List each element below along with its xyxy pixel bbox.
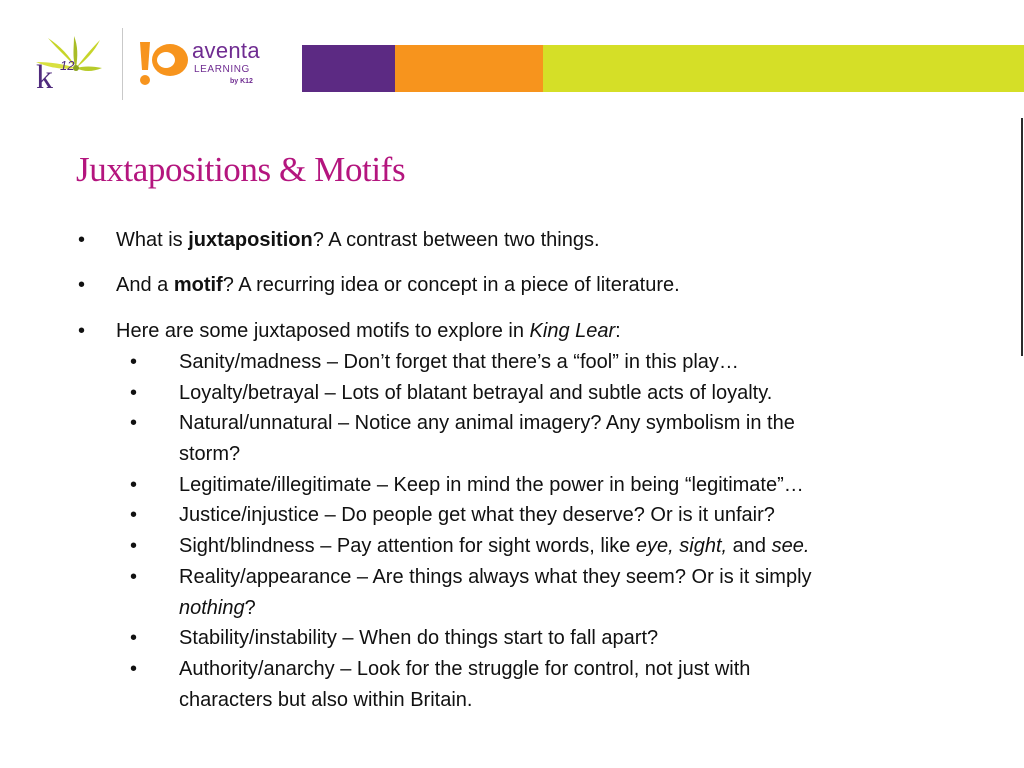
text-run: characters but also within Britain. — [179, 689, 473, 711]
text-run: and — [727, 535, 772, 557]
bullet-marker: • — [78, 229, 86, 251]
text-run: Sight/blindness – Pay attention for sight words, like — [179, 535, 636, 557]
header-bar-purple — [302, 45, 395, 92]
text-run: Natural/unnatural – Notice any animal imagery? Any symbolism in the — [179, 412, 795, 434]
text-run: ? A recurring idea or concept in a piece of literature. — [222, 274, 680, 296]
sub-bullet-marker: • — [130, 627, 138, 649]
header-bar-green — [543, 45, 1024, 92]
logo-divider — [122, 28, 123, 100]
sub-bullet-item — [179, 503, 775, 527]
aventa-logo — [134, 36, 284, 94]
text-run: Justice/injustice – Do people get what they deserve? Or is it unfair? — [179, 504, 775, 526]
bullet-item — [116, 273, 680, 297]
text-run: Reality/appearance – Are things always what they seem? Or is it simply — [179, 566, 812, 588]
aventa-by-text: by K12 — [230, 78, 253, 85]
sub-bullet-item — [179, 596, 256, 620]
sub-bullet-marker: • — [130, 504, 138, 526]
text-run: Stability/instability – When do things start to fall apart? — [179, 627, 659, 649]
right-edge-rule — [1021, 118, 1023, 356]
slide-title: Juxtapositions & Motifs — [76, 150, 406, 189]
sub-bullet-item — [179, 688, 472, 712]
text-run: And a — [116, 274, 174, 296]
k12-superscript: 12 — [60, 58, 75, 73]
text-run: motif — [173, 274, 223, 296]
k12-letter: k — [36, 59, 53, 96]
aventa-wordmark: aventa — [192, 38, 260, 63]
text-run: Loyalty/betrayal – Lots of blatant betrayal and subtle acts of loyalty. — [179, 382, 773, 404]
sub-bullet-item — [179, 442, 240, 466]
sub-bullet-item — [179, 473, 804, 497]
sub-bullet-marker: • — [130, 566, 138, 588]
header-bar-orange — [395, 45, 543, 92]
text-run: ? — [244, 597, 256, 619]
bullet-item — [116, 228, 600, 252]
sub-bullet-item — [179, 534, 809, 558]
text-run: King Lear — [529, 320, 616, 342]
sub-bullet-marker: • — [130, 658, 138, 680]
aventa-learning-text: LEARNING — [194, 64, 250, 75]
sub-bullet-marker: • — [130, 351, 138, 373]
sub-bullet-item — [179, 381, 772, 405]
sub-bullet-marker: • — [130, 382, 138, 404]
sub-bullet-item — [179, 350, 739, 374]
bullet-marker: • — [78, 320, 86, 342]
sub-bullet-marker: • — [130, 412, 138, 434]
text-run: storm? — [179, 443, 241, 465]
text-run: see. — [771, 535, 810, 557]
text-run: Here are some juxtaposed motifs to explore in — [116, 320, 530, 342]
sub-bullet-marker: • — [130, 535, 138, 557]
sub-bullet-marker: • — [130, 474, 138, 496]
text-run: eye, sight, — [635, 535, 728, 557]
aventa-swirl-icon — [134, 36, 190, 94]
sub-bullet-item — [179, 411, 795, 435]
text-run: nothing — [179, 597, 245, 619]
sub-bullet-item — [179, 657, 750, 681]
text-run: juxtaposition — [188, 229, 313, 251]
text-run: What is — [116, 229, 189, 251]
k12-logo — [30, 28, 112, 96]
text-run: ? A contrast between two things. — [312, 229, 600, 251]
text-run: Sanity/madness – Don’t forget that there’s a “fool” in this play… — [179, 351, 739, 373]
bullet-marker: • — [78, 274, 86, 296]
text-run: Authority/anarchy – Look for the struggle for control, not just with — [179, 658, 751, 680]
bullet-item — [116, 319, 621, 343]
text-run: Legitimate/illegitimate – Keep in mind the power in being “legitimate”… — [179, 474, 804, 496]
sub-bullet-item — [179, 565, 812, 589]
sub-bullet-item — [179, 626, 658, 650]
text-run: : — [615, 320, 621, 342]
